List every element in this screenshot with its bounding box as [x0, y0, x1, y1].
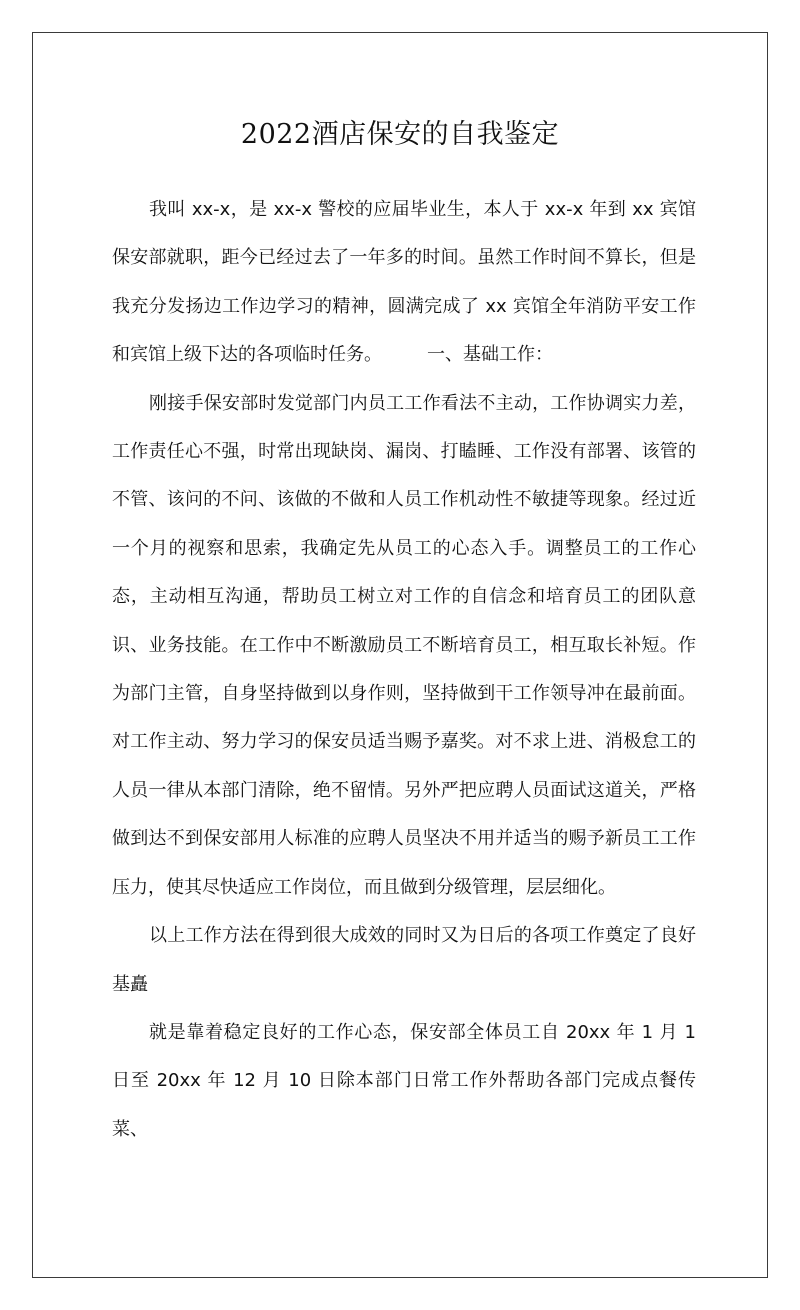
paragraph-basic-work: 刚接手保安部时发觉部门内员工工作看法不主动，工作协调实力差，工作责任心不强，时常出现缺岗、漏岗、打瞌睡、工作没有部署、该管的不管、该问的不问、该做的不做和人员工作机动性不敏捷等现象。经过近一个月的视察和思索，我确定先从员工的心态入手。调整员工的工作心态，主动相互沟通，帮助员工树立对工作的自信念和培育员工的团队意识、业务技能。在工作中不断激励员工不断培育员工，相互取长补短。作为部门主管，自身坚持做到以身作则，坚持做到干工作领导冲在最前面。对工作主动、努力学习的保安员适当赐予嘉奖。对不求上进、消极怠工的人员一律从本部门清除，绝不留情。另外严把应聘人员面试这道关，严格做到达不到保安部用人标准的应聘人员坚决不用并适当的赐予新员工工作压力，使其尽快适应工作岗位，而且做到分级管理，层层细化。	[112, 392, 696, 898]
paragraph-support: 就是靠着稳定良好的工作心态，保安部全体员工自 20xx 年 1 月 1 日至 20xx 年 12 月 10 日除本部门日常工作外帮助各部门完成点餐传菜、	[112, 1021, 696, 1140]
document-body	[112, 186, 696, 1154]
document-title: 2022酒店保安的自我鉴定	[240, 119, 560, 150]
paragraph-intro: 我叫 xx-x，是 xx-x 警校的应届毕业生，本人于 xx-x 年到 xx 宾馆保安部就职，距今已经过去了一年多的时间。虽然工作时间不算长，但是我充分发扬边工作边学习的精神，圆满完成了 xx 宾馆全年消防平安工作和宾馆上级下达的各项临时任务。 一、基础工作：	[112, 199, 696, 366]
paragraph-results: 以上工作方法在得到很大成效的同时又为日后的各项工作奠定了良好基矗	[112, 925, 696, 995]
